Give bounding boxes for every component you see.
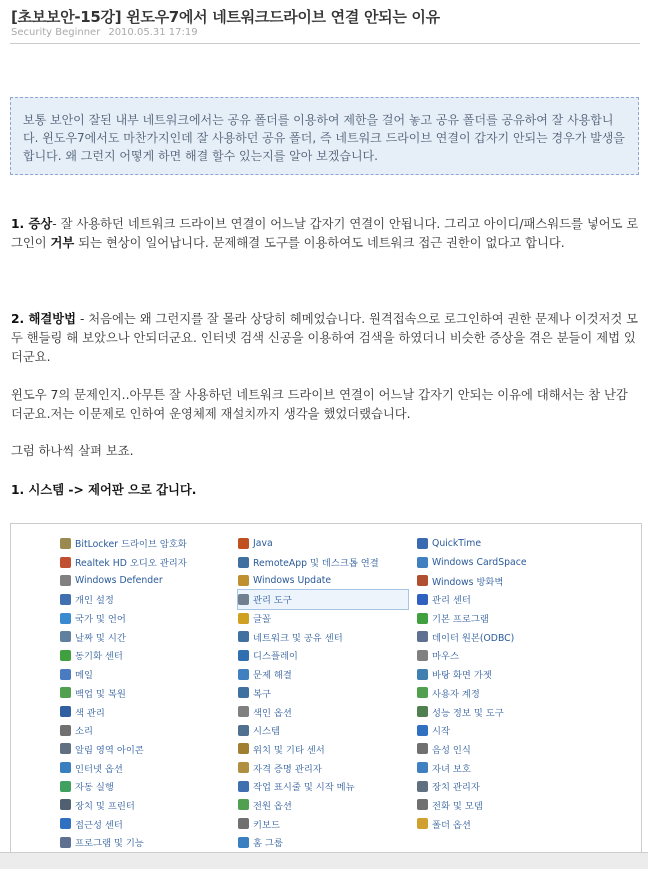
control-panel-item[interactable] [60, 740, 187, 759]
homegroup-icon [238, 837, 249, 848]
control-panel-item-label: 백업 및 복원 [75, 688, 126, 700]
phone-icon [417, 799, 428, 810]
control-panel-item[interactable] [238, 777, 408, 796]
performance-icon [417, 706, 428, 717]
flag-icon [417, 594, 428, 605]
control-panel-item[interactable] [417, 534, 527, 553]
control-panel-item[interactable] [417, 740, 527, 759]
recovery-icon [238, 687, 249, 698]
programs-icon [60, 837, 71, 848]
control-panel-item-label: BitLocker 드라이브 암호화 [75, 539, 187, 551]
default-programs-icon [417, 613, 428, 624]
system-icon [238, 725, 249, 736]
control-panel-item[interactable] [60, 702, 187, 721]
control-panel-item-label: 전원 옵션 [253, 800, 292, 812]
parental-icon [417, 762, 428, 773]
control-panel-item[interactable] [417, 627, 527, 646]
control-panel-item-label: 사용자 계정 [432, 688, 480, 700]
control-panel-item[interactable] [417, 814, 527, 833]
control-panel-item-label: QuickTime [432, 537, 482, 549]
control-panel-item[interactable] [60, 534, 187, 553]
mail-icon [60, 669, 71, 680]
personalize-icon [60, 594, 71, 605]
cardspace-icon [417, 557, 428, 568]
defender-icon [60, 575, 71, 586]
control-panel-item[interactable] [417, 646, 527, 665]
control-panel-item[interactable] [238, 740, 408, 759]
control-panel-item[interactable] [417, 590, 527, 609]
tray-icon [60, 743, 71, 754]
firewall-icon [417, 575, 428, 586]
control-panel-item[interactable] [417, 758, 527, 777]
control-panel-item-label: 바탕 화면 가젯 [432, 670, 492, 682]
control-panel-item-label: 메일 [75, 670, 93, 682]
control-panel-column-2 [238, 534, 408, 852]
control-panel-item-label: 시스템 [253, 726, 280, 738]
paragraph-4: 그럼 하나씩 살펴 보죠. [11, 444, 134, 458]
device-manager-icon [417, 781, 428, 792]
control-panel-item[interactable] [60, 796, 187, 815]
post-author[interactable]: Security Beginner [11, 27, 101, 38]
post-date: 2010.05.31 17:19 [108, 27, 198, 38]
sensor-icon [238, 743, 249, 754]
control-panel-item[interactable] [238, 534, 408, 553]
control-panel-item[interactable] [417, 796, 527, 815]
control-panel-item[interactable] [417, 721, 527, 740]
control-panel-item[interactable] [238, 721, 408, 740]
display-icon [238, 650, 249, 661]
symptom-text-2: 되는 현상이 일어납니다. 문제해결 도구를 이용하여도 네트워크 접근 권한이 없다고 합니다. [74, 236, 565, 250]
control-panel-item[interactable] [417, 609, 527, 628]
control-panel-item-label: 관리 센터 [432, 595, 471, 607]
control-panel-item-label: 개인 설정 [75, 595, 114, 607]
control-panel-item-label: 프로그램 및 기능 [75, 838, 144, 850]
control-panel-item[interactable] [238, 833, 408, 852]
control-panel-item[interactable] [60, 590, 187, 609]
printer-icon [60, 799, 71, 810]
control-panel-item[interactable] [60, 777, 187, 796]
control-panel-item-label: 글꼴 [253, 614, 271, 626]
speaker-icon [60, 725, 71, 736]
control-panel-item[interactable] [60, 721, 187, 740]
globe-icon [60, 613, 71, 624]
quicktime-icon [417, 538, 428, 549]
control-panel-item-label: 작업 표시줄 및 시작 메뉴 [253, 782, 355, 794]
symptom-text-1: - 잘 사용하던 네트워크 드라이브 연결이 어느날 갑자기 연결이 안됩니다. 그리고 아이디/패스워드를 넣어도 로그인이 [11, 217, 639, 250]
control-panel-item-label: 날짜 및 시간 [75, 632, 126, 644]
control-panel-column-1 [60, 534, 187, 852]
control-panel-item-label: 자동 실행 [75, 782, 114, 794]
intro-notice-box [10, 97, 639, 175]
sync-icon [60, 650, 71, 661]
color-icon [60, 706, 71, 717]
odbc-icon [417, 631, 428, 642]
index-icon [238, 706, 249, 717]
control-panel-item-label: 마우스 [432, 651, 459, 663]
solution-paragraph [11, 310, 639, 367]
intro-notice-text: 보통 보안이 잘된 내부 네트워크에서는 공유 폴더를 이용하여 제한을 걸어 놓고 공유 폴더를 공유하여 잘 사용합니다. 윈도우7에서도 마찬가지인데 잘 사용하던 공유 폴더, 즉 네트워크 드라이브 연결이 갑자기 안되는 경우가 발생을 합니다. 왜 그런지 어떻게 하면 해결 할수 있는지를 알아 보겠습니다. [23, 113, 625, 163]
java-icon [238, 538, 249, 549]
user-accounts-icon [417, 687, 428, 698]
symptom-bold: 거부 [50, 236, 75, 250]
control-panel-item-label: 위치 및 기타 센서 [253, 744, 325, 756]
control-panel-item-label: 접근성 센터 [75, 819, 123, 831]
control-panel-item[interactable] [238, 609, 408, 628]
paragraph-3: 윈도우 7의 문제인지..아무튼 잘 사용하던 네트워크 드라이브 연결이 어느날 갑자기 안되는 이유에 대해서는 참 난감더군요.저는 이문제로 인하여 운영체제 재설치까지 생각을 했었더랬습니다. [11, 388, 628, 421]
solution-label: 2. 해결방법 [11, 312, 77, 326]
control-panel-item-label: 관리 도구 [253, 595, 292, 607]
control-panel-item-label: Windows Defender [75, 575, 163, 587]
control-panel-item[interactable] [238, 684, 408, 703]
control-panel-screenshot [10, 523, 642, 855]
symptom-label: 1. 증상 [11, 217, 53, 231]
control-panel-item-label: 네트워크 및 공유 센터 [253, 632, 343, 644]
control-panel-item-label: 폴더 옵션 [432, 819, 471, 831]
control-panel-item[interactable] [60, 609, 187, 628]
control-panel-item-label: 성능 정보 및 도구 [432, 707, 504, 719]
folder-icon [417, 818, 428, 829]
keyboard-icon [238, 818, 249, 829]
microphone-icon [417, 743, 428, 754]
control-panel-item[interactable] [238, 814, 408, 833]
post-meta [11, 27, 198, 38]
mouse-icon [417, 650, 428, 661]
troubleshoot-icon [238, 669, 249, 680]
control-panel-item[interactable] [60, 833, 187, 852]
bitlocker-icon [60, 538, 71, 549]
control-panel-item-label: 자격 증명 관리자 [253, 763, 322, 775]
post-title: [초보보안-15강] 윈도우7에서 네트워크드라이브 연결 안되는 이유 [11, 8, 440, 26]
update-icon [238, 575, 249, 586]
ease-icon [60, 818, 71, 829]
control-panel-item-label: 소리 [75, 726, 93, 738]
control-panel-item[interactable] [60, 814, 187, 833]
control-panel-item-label: 알림 영역 아이콘 [75, 744, 144, 756]
control-panel-item[interactable] [60, 553, 187, 572]
network-icon [238, 631, 249, 642]
control-panel-item-label: 자녀 보호 [432, 763, 471, 775]
symptom-paragraph [11, 215, 639, 253]
control-panel-item-label: 시작 [432, 726, 450, 738]
control-panel-item[interactable] [238, 646, 408, 665]
control-panel-item-label: 기본 프로그램 [432, 614, 489, 626]
title-divider [10, 43, 640, 44]
control-panel-item-label: Windows CardSpace [432, 556, 527, 568]
control-panel-item[interactable] [238, 665, 408, 684]
fonts-icon [238, 613, 249, 624]
control-panel-item-label: Java [253, 537, 273, 549]
control-panel-item[interactable] [417, 665, 527, 684]
horizontal-scrollbar[interactable] [0, 852, 648, 869]
autoplay-icon [60, 781, 71, 792]
step-1-heading: 1. 시스템 -> 제어판 으로 갑니다. [11, 483, 197, 497]
control-panel-item-label: 전화 및 모뎀 [432, 800, 483, 812]
control-panel-item-label: 데이터 원본(ODBC) [432, 632, 515, 644]
control-panel-item[interactable] [238, 553, 408, 572]
solution-text: - 처음에는 왜 그런지를 잘 몰라 상당히 헤메었습니다. 원격접속으로 로그인하여 권한 문제나 이것저것 모두 핸들링 해 보았으나 안되더군요. 인터넷 검색 신공을 이용하여 검색을 하였더니 비슷한 증상을 겪은 분들이 제법 있더군요. [11, 312, 639, 364]
backup-icon [60, 687, 71, 698]
control-panel-item-label: 복구 [253, 688, 271, 700]
control-panel-item[interactable] [238, 627, 408, 646]
control-panel-item-label: 키보드 [253, 819, 280, 831]
control-panel-item-label: 인터넷 옵션 [75, 763, 123, 775]
control-panel-item-label: 홈 그룹 [253, 838, 283, 850]
control-panel-item-label: 문제 해결 [253, 670, 292, 682]
control-panel-item-label: Windows Update [253, 575, 332, 587]
control-panel-item[interactable] [417, 553, 527, 572]
control-panel-item[interactable] [238, 571, 408, 590]
control-panel-item[interactable] [238, 796, 408, 815]
control-panel-item-label: 국가 및 언어 [75, 614, 126, 626]
control-panel-item[interactable] [238, 758, 408, 777]
control-panel-item[interactable] [238, 590, 408, 609]
control-panel-item-label: 색 관리 [75, 707, 105, 719]
control-panel-item-label: Windows 방화벽 [432, 576, 504, 588]
control-panel-item-label: 동기화 센터 [75, 651, 123, 663]
control-panel-item-label: 장치 관리자 [432, 782, 480, 794]
control-panel-item-label: 음성 인식 [432, 744, 471, 756]
control-panel-item-label: Realtek HD 오디오 관리자 [75, 558, 187, 570]
admin-tools-icon [238, 594, 249, 605]
control-panel-item[interactable] [60, 684, 187, 703]
control-panel-item[interactable] [417, 571, 527, 590]
power-icon [238, 799, 249, 810]
clock-icon [60, 631, 71, 642]
control-panel-item[interactable] [60, 627, 187, 646]
control-panel-item-label: 색인 옵션 [253, 707, 292, 719]
control-panel-column-3 [417, 534, 527, 833]
remoteapp-icon [238, 557, 249, 568]
control-panel-item[interactable] [60, 758, 187, 777]
control-panel-item-label: 디스플레이 [253, 651, 298, 663]
gadgets-icon [417, 669, 428, 680]
getting-started-icon [417, 725, 428, 736]
credential-icon [238, 762, 249, 773]
control-panel-item[interactable] [417, 777, 527, 796]
control-panel-item-label: 장치 및 프린터 [75, 800, 135, 812]
control-panel-item[interactable] [417, 684, 527, 703]
taskbar-icon [238, 781, 249, 792]
control-panel-item[interactable] [60, 665, 187, 684]
control-panel-item[interactable] [417, 702, 527, 721]
control-panel-item[interactable] [60, 646, 187, 665]
control-panel-item[interactable] [60, 571, 187, 590]
control-panel-item-label: RemoteApp 및 데스크톱 연결 [253, 558, 379, 570]
audio-icon [60, 557, 71, 568]
control-panel-item[interactable] [238, 702, 408, 721]
internet-icon [60, 762, 71, 773]
